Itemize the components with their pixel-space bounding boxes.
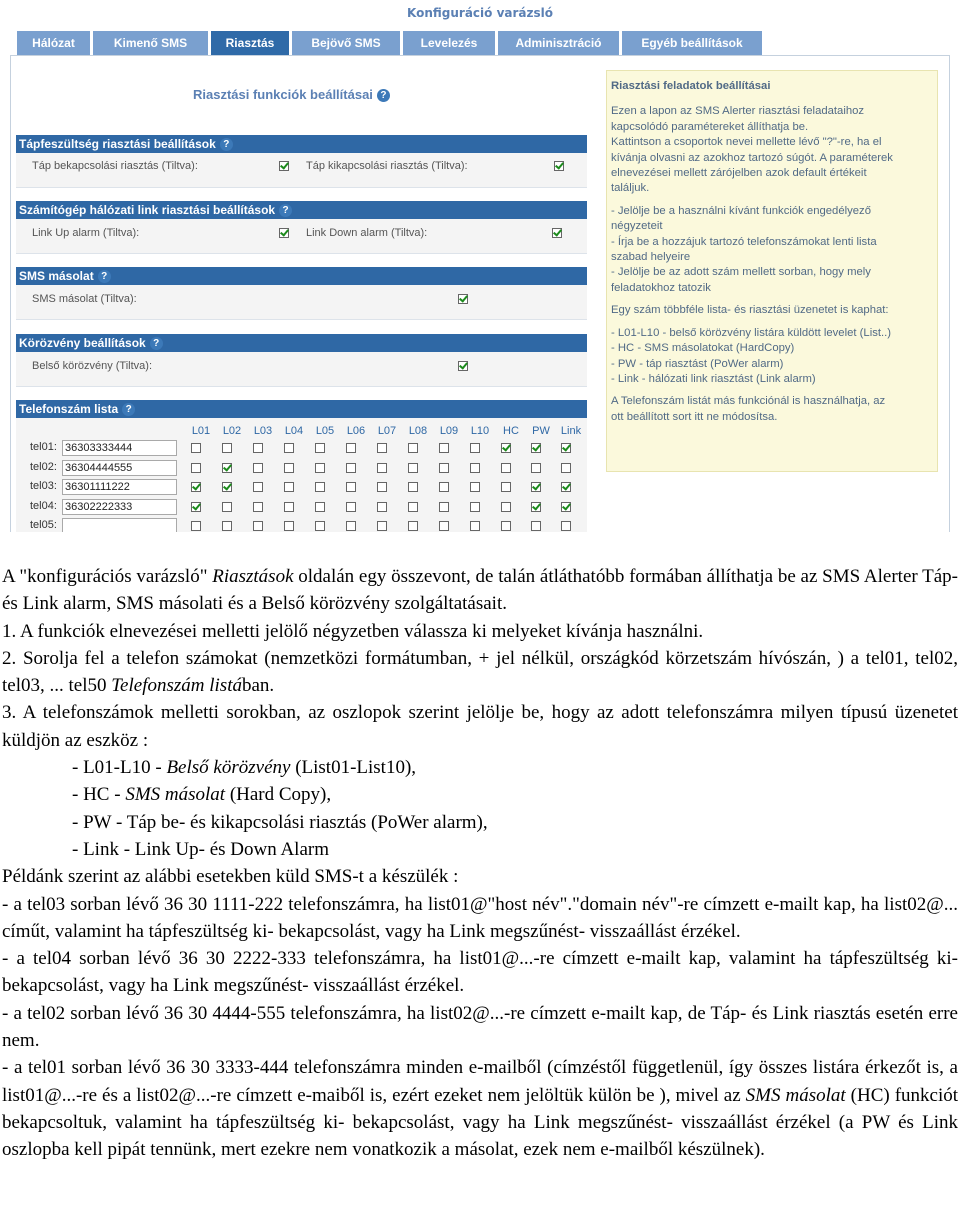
phone-number-input[interactable]: 36303333444 [62, 440, 177, 456]
phone-number-input[interactable] [62, 518, 177, 532]
column-header-hc: HC [503, 425, 519, 437]
description-text [2, 563, 958, 1164]
sms-copy-label: SMS másolat (Tiltva): [32, 293, 137, 305]
phone-list-checkbox-link[interactable] [561, 502, 571, 512]
phone-list-checkbox-l09[interactable] [439, 443, 449, 453]
phone-list-checkbox-l01[interactable] [191, 502, 201, 512]
link-down-alarm-label: Link Down alarm (Tiltva): [306, 227, 428, 239]
phone-list-checkbox-l05[interactable] [315, 502, 325, 512]
phone-list-checkbox-l07[interactable] [377, 482, 387, 492]
phone-list-checkbox-l04[interactable] [284, 521, 294, 531]
app-title: Konfiguráció varázsló [407, 6, 553, 20]
phone-list-checkbox-l08[interactable] [408, 443, 418, 453]
phone-list-checkbox-hc[interactable] [501, 482, 511, 492]
tab-egyeb-beallitasok[interactable]: Egyéb beállítások [622, 31, 762, 55]
phone-number-input[interactable]: 36304444555 [62, 460, 177, 476]
help-paragraph: - Jelölje be a használni kívánt funkciók engedélyező négyzeteit - Írja be a hozzájuk tartozó telefonszámokat lenti lista szabad helyeire - Jelölje be az adott szám mellett sorban, hogy mely feladatokhoz tatozik [611, 204, 877, 294]
sms-copy-checkbox[interactable] [458, 294, 468, 304]
phone-list-checkbox-l10[interactable] [470, 521, 480, 531]
link-down-alarm-checkbox[interactable] [552, 228, 562, 238]
example-4: - a tel01 sorban lévő 36 30 3333-444 telefonszámra minden e-mailből (címzéstől függetlenül, így összes listára érkezőt is, a list01@...-re és a list02@...-re címzett e-maiből is, ezért ezeket nem jelöltük külön be ), mivel az SMS másolat (HC) funkciót bekapcsoltuk, valamint ha tápfeszültség ki- bekapcsolást, vagy ha Link megszűnést- visszaállást érzékel (a PW és Link oszlopba kell pipát tennünk, mert ezekre nem vonatkozik a másolat, ezek nem e-mailből készülnek). [2, 1057, 959, 1161]
example-intro: Példánk szerint az alábbi esetekben küld SMS-t a készülék : [2, 866, 459, 888]
phone-list-checkbox-l06[interactable] [346, 521, 356, 531]
phone-list-checkbox-l04[interactable] [284, 482, 294, 492]
help-paragraph: Egy szám többféle lista- és riasztási üzenetet is kaphat: [611, 304, 889, 317]
phone-list-checkbox-pw[interactable] [531, 521, 541, 531]
phone-row-label: tel05: [30, 519, 57, 531]
column-header-l04: L04 [284, 425, 304, 437]
phone-list-checkbox-link[interactable] [561, 482, 571, 492]
column-header-l02: L02 [222, 425, 242, 437]
phone-list-checkbox-l06[interactable] [346, 502, 356, 512]
column-header-l08: L08 [408, 425, 428, 437]
phone-list-checkbox-l03[interactable] [253, 502, 263, 512]
phone-list-checkbox-l10[interactable] [470, 443, 480, 453]
phone-row-label: tel02: [30, 460, 57, 473]
help-paragraph: A Telefonszám listát más funkciónál is használhatja, az ott beállított sort itt ne módosítsa. [611, 395, 886, 423]
phone-list-checkbox-l08[interactable] [408, 502, 418, 512]
example-2: - a tel04 sorban lévő 36 30 2222-333 telefonszámra, ha list01@...-re címzett e-mailt kap, valamint ha tápfeszültség ki- bekapcsolást, vagy ha Link megszűnést- visszaállást érzékel. [2, 948, 958, 997]
link-up-alarm-checkbox[interactable] [279, 228, 289, 238]
internal-circular-label: Belső körözvény (Tiltva): [32, 360, 153, 372]
tab-bejovo-sms[interactable]: Bejövő SMS [292, 31, 400, 55]
intro-paragraph: A "konfigurációs varázsló" Riasztások oldalán egy összevont, de talán átláthatóbb formában állíthatja be az SMS Alerter Táp- és Link alarm, SMS másolati és a Belső körözvény szolgáltatásait. [2, 566, 958, 615]
phone-list-checkbox-l02[interactable] [222, 443, 232, 453]
help-icon[interactable]: ? [98, 270, 111, 283]
section-title: Számítógép hálózati link riasztási beállítások [19, 203, 276, 217]
tab-kimeno-sms[interactable]: Kimenő SMS [93, 31, 208, 55]
phone-list-checkbox-hc[interactable] [501, 521, 511, 531]
phone-list-checkbox-l03[interactable] [253, 482, 263, 492]
phone-list-checkbox-l08[interactable] [408, 521, 418, 531]
phone-list-checkbox-l10[interactable] [470, 502, 480, 512]
phone-list-checkbox-pw[interactable] [531, 502, 541, 512]
phone-list-checkbox-l06[interactable] [346, 463, 356, 473]
phone-list-checkbox-l03[interactable] [253, 521, 263, 531]
tab-riasztas[interactable]: Riasztás [211, 31, 289, 55]
help-icon[interactable]: ? [220, 138, 233, 151]
phone-list-checkbox-l09[interactable] [439, 502, 449, 512]
list-item: - PW - Táp be- és kikapcsolási riasztás (PoWer alarm), [72, 811, 488, 833]
phone-list-checkbox-l09[interactable] [439, 521, 449, 531]
phone-list-checkbox-l01[interactable] [191, 443, 201, 453]
example-1: - a tel03 sorban lévő 36 30 1111-222 telefonszámra, ha list01@"host név"."domain név"-re címzett e-mailt kap, ha list02@... címűt, valamint ha tápfeszültség ki- bekapcsolást, vagy ha Link megszűnést- visszaállást érzékel. [2, 893, 958, 942]
phone-list-checkbox-l09[interactable] [439, 463, 449, 473]
section-header-power [16, 135, 587, 153]
help-panel-title: Riasztási feladatok beállításai [611, 80, 771, 92]
phone-list-checkbox-l07[interactable] [377, 463, 387, 473]
section-title: Tápfeszültség riasztási beállítások [19, 137, 216, 151]
phone-list-checkbox-l06[interactable] [346, 443, 356, 453]
section-title: Telefonszám lista [19, 402, 119, 416]
section-title: SMS másolat [19, 269, 94, 283]
power-off-alarm-label: Táp kikapcsolási riasztás (Tiltva): [306, 160, 468, 172]
phone-list-checkbox-l09[interactable] [439, 482, 449, 492]
phone-list-checkbox-l01[interactable] [191, 521, 201, 531]
column-header-l09: L09 [439, 425, 459, 437]
phone-list-checkbox-l10[interactable] [470, 463, 480, 473]
phone-list-checkbox-l02[interactable] [222, 502, 232, 512]
phone-list-checkbox-link[interactable] [561, 443, 571, 453]
phone-list-checkbox-l01[interactable] [191, 482, 201, 492]
column-header-l03: L03 [253, 425, 273, 437]
list-item: - Link - Link Up- és Down Alarm [72, 838, 329, 860]
screenshot [0, 0, 960, 532]
phone-list-checkbox-l08[interactable] [408, 463, 418, 473]
example-3: - a tel02 sorban lévő 36 30 4444-555 telefonszámra, ha list02@...-re címzett e-mailt kap, de Táp- és Link riasztás esetén erre nem. [2, 1002, 958, 1052]
phone-list-checkbox-l04[interactable] [284, 463, 294, 473]
list-item: - HC - SMS másolat (Hard Copy), [72, 784, 332, 806]
phone-list-checkbox-l05[interactable] [315, 521, 325, 531]
help-icon[interactable]: ? [122, 403, 135, 416]
column-header-l06: L06 [346, 425, 366, 437]
phone-list-checkbox-l07[interactable] [377, 521, 387, 531]
tab-adminisztracio[interactable]: Adminisztráció [498, 31, 619, 55]
phone-list-checkbox-link[interactable] [561, 463, 571, 473]
help-panel-text [611, 104, 933, 425]
phone-list-checkbox-l03[interactable] [253, 443, 263, 453]
phone-list-checkbox-l08[interactable] [408, 482, 418, 492]
link-up-alarm-label: Link Up alarm (Tiltva): [32, 227, 140, 239]
phone-list-checkbox-l04[interactable] [284, 502, 294, 512]
phone-row-label: tel03: [30, 480, 57, 492]
phone-list-checkbox-l05[interactable] [315, 482, 325, 492]
phone-list-checkbox-pw[interactable] [531, 443, 541, 453]
section-header-circular [16, 334, 587, 352]
phone-list-checkbox-link[interactable] [561, 521, 571, 531]
phone-list-checkbox-l03[interactable] [253, 463, 263, 473]
internal-circular-checkbox[interactable] [458, 361, 468, 371]
panel-title-text: Riasztási funkciók beállításai [193, 87, 373, 102]
section-header-phone-list [16, 400, 587, 418]
phone-list-checkbox-l07[interactable] [377, 443, 387, 453]
column-header-link: Link [560, 425, 582, 437]
column-header-l01: L01 [191, 425, 211, 437]
phone-list-checkbox-l01[interactable] [191, 463, 201, 473]
power-on-alarm-label: Táp bekapcsolási riasztás (Tiltva): [32, 160, 198, 172]
phone-list-checkbox-l02[interactable] [222, 463, 232, 473]
help-panel [606, 70, 938, 472]
column-header-l07: L07 [377, 425, 397, 437]
column-header-l05: L05 [315, 425, 335, 437]
phone-row-label: tel04: [30, 499, 57, 512]
phone-list-checkbox-l02[interactable] [222, 482, 232, 492]
phone-list-checkbox-l05[interactable] [315, 443, 325, 453]
step-3: 3. A telefonszámok melletti sorokban, az oszlopok szerint jelölje be, hogy az adott telefonszámra milyen típusú üzenetet küldjön az eszköz : [2, 702, 958, 751]
phone-list-checkbox-pw[interactable] [531, 463, 541, 473]
column-header-pw: PW [532, 425, 550, 437]
help-paragraph: Ezen a lapon az SMS Alerter riasztási feladataihoz kapcsolódó paramétereket állíthatja be. Kattintson a csoportok nevei mellette lévő "?"-re, ha el kívánja olvasni az azokhoz tartozó súgót. A paraméterek elnevezései mellett zárójelben azok default értékeit találjuk. [611, 105, 893, 195]
phone-number-input[interactable]: 36301111222 [62, 479, 177, 495]
section-title: Körözvény beállítások [19, 336, 146, 350]
list-item: - L01-L10 - Belső körözvény (List01-List10), [72, 757, 417, 779]
phone-row-label: tel01: [30, 441, 57, 453]
power-off-alarm-checkbox[interactable] [554, 161, 564, 171]
phone-list-checkbox-l06[interactable] [346, 482, 356, 492]
tab-levelezes[interactable]: Levelezés [403, 31, 495, 55]
phone-list-checkbox-l02[interactable] [222, 521, 232, 531]
phone-list-checkbox-l05[interactable] [315, 463, 325, 473]
phone-list-checkbox-pw[interactable] [531, 482, 541, 492]
panel-title [193, 87, 390, 102]
phone-list-checkbox-l10[interactable] [470, 482, 480, 492]
tab-halozat[interactable]: Hálózat [17, 31, 90, 55]
phone-list-checkbox-hc[interactable] [501, 443, 511, 453]
phone-list-checkbox-hc[interactable] [501, 502, 511, 512]
section-header-link [16, 201, 587, 219]
phone-number-input[interactable]: 36302222333 [62, 499, 177, 515]
column-header-l10: L10 [470, 425, 490, 437]
help-icon[interactable]: ? [377, 89, 390, 102]
phone-list-checkbox-l07[interactable] [377, 502, 387, 512]
help-icon[interactable]: ? [150, 337, 163, 350]
help-icon[interactable]: ? [279, 204, 292, 217]
section-header-sms-copy [16, 267, 587, 285]
phone-list-checkbox-l04[interactable] [284, 443, 294, 453]
help-paragraph: - L01-L10 - belső körözvény listára küldött levelet (List..) - HC - SMS másolatokat (HardCopy) - PW - táp riasztást (PoWer alarm) - Link - hálózati link riasztást (Link alarm) [611, 326, 892, 385]
step-1: 1. A funkciók elnevezései melletti jelölő négyzetben válassza ki melyeket kívánja használni. [2, 620, 704, 642]
power-on-alarm-checkbox[interactable] [279, 161, 289, 171]
step-2: 2. Sorolja fel a telefon számokat (nemzetközi formátumban, + jel nélkül, országkód körzetszám hívószán, ) a tel01, tel02, tel03, ... tel50 Telefonszám listában. [2, 647, 958, 697]
phone-list-checkbox-hc[interactable] [501, 463, 511, 473]
